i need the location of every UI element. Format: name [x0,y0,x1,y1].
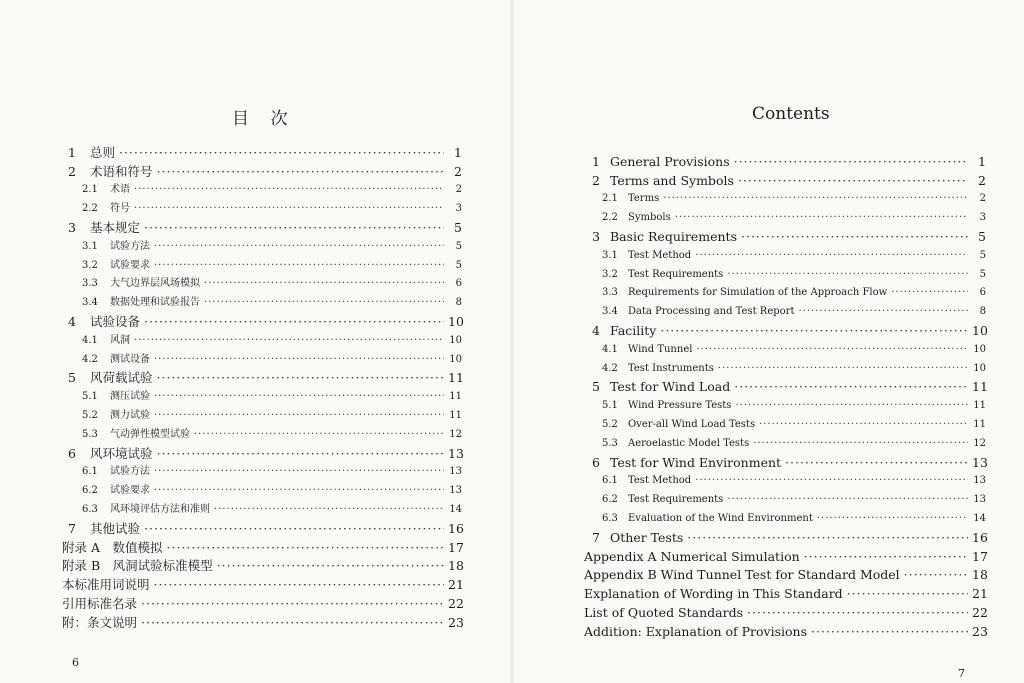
toc-entry-page: 3 [979,212,986,224]
toc-leader-dots [734,153,968,171]
toc-entry [584,171,986,190]
toc-entry [62,406,462,425]
toc-leader-dots [134,181,444,199]
toc-entry-number: 4.1 [82,334,98,346]
toc-entry-number: 3 [592,228,600,244]
toc-entry-page: 11 [973,400,986,412]
toc-entry-number: 3.3 [602,287,618,299]
toc-entry-page: 13 [973,475,986,487]
toc-entry-page: 2 [979,193,986,205]
toc-entry [584,265,986,284]
toc-entry-title: Addition: Explanation of Provisions [584,623,808,639]
toc-entry [62,237,462,256]
toc-leader-dots [154,576,444,594]
toc-entry-number: 6 [68,445,76,461]
toc-leader-dots [817,510,968,528]
toc-entry-number: 3.2 [82,259,98,271]
toc-entry-title: 测力试验 [110,409,150,421]
toc-entry-number: 4.1 [602,343,618,355]
toc-entry-number: 3.4 [82,297,98,309]
toc-entry-page: 1 [978,153,986,169]
toc-leader-dots [675,209,968,227]
toc-entry-title: 测试设备 [110,353,150,365]
toc-entry-page: 11 [972,379,988,395]
toc-entry [62,444,462,463]
toc-entry-page: 23 [972,623,988,639]
toc-entry-number: 2.2 [602,212,618,224]
toc-entry-page: 6 [455,278,462,290]
toc-entry-number: 4.2 [602,362,618,374]
toc-entry-title: 试验要求 [110,485,150,497]
toc-leader-dots [735,397,968,415]
toc-entry-title: 术语 [110,184,130,196]
toc-leader-dots [214,501,444,519]
toc-entry-title: General Provisions [610,153,730,169]
toc-entry [584,302,986,321]
toc-entry-title: Appendix B Wind Tunnel Test for Standard Model [584,567,900,583]
toc-leader-dots [753,435,968,453]
toc-entry [584,509,986,528]
toc-entry-title: Test Method [628,475,692,487]
toc-entry-page: 13 [973,494,986,506]
toc-entry-title: Wind Pressure Tests [628,400,732,412]
toc-entry-title: Test Requirements [628,494,724,506]
toc-entry [62,275,462,294]
toc-entry [584,152,986,171]
toc-entry [62,293,462,312]
toc-entry-title: Evaluation of the Wind Environment [628,512,813,524]
toc-leader-dots [204,294,444,312]
toc-entry [62,181,462,200]
toc-entry-page: 16 [972,529,988,545]
toc-leader-dots [217,557,444,575]
toc-entry-title: 试验要求 [110,259,150,271]
toc-leader-dots [134,332,444,350]
toc-entry [584,584,986,603]
toc-entry [584,566,986,585]
toc-entry-page: 8 [455,297,462,309]
page-number-right: 7 [958,667,965,680]
toc-entry-title: 风荷载试验 [90,370,153,386]
toc-entry-page: 21 [448,577,464,593]
toc-entry-title: Data Processing and Test Report [628,306,795,318]
toc-entry-title: Test Method [628,249,692,261]
toc-entry-number: 5.1 [602,400,618,412]
toc-entry-number: 6.3 [602,512,618,524]
toc-leader-dots [727,491,968,509]
toc-entry-page: 14 [449,503,462,515]
toc-entry-number: 3.1 [82,240,98,252]
toc-leader-dots [738,172,968,190]
toc-entry-number: 3.2 [602,268,618,280]
toc-entry [584,396,986,415]
toc-entry [584,547,986,566]
toc-entry-number: 1 [68,144,76,160]
toc-entry [584,321,986,340]
toc-leader-dots [695,247,968,265]
toc-entry-page: 12 [973,437,986,449]
toc-entry-number: 4 [68,313,76,329]
toc-leader-dots [798,303,968,321]
toc-entry-number: 3.4 [602,306,618,318]
toc-entry-page: 10 [973,343,986,355]
toc-entry-page: 2 [454,163,462,179]
toc-leader-dots [785,454,968,472]
toc-leader-dots [759,416,968,434]
toc-entry-number: 6.1 [602,475,618,487]
toc-leader-dots [144,313,444,331]
toc-entry-page: 17 [972,548,988,564]
toc-entry-number: 1 [592,153,600,169]
toc-entry-page: 17 [448,539,464,555]
toc-entry [584,246,986,265]
toc-leader-dots [167,539,444,557]
toc-entry [62,538,462,557]
toc-entry-title: 符号 [110,203,130,215]
toc-entry-number: 3.1 [602,249,618,261]
toc-entry [62,369,462,388]
toc-entry-page: 12 [449,428,462,440]
toc-entry [584,190,986,209]
toc-entry-title: 附录 A 数值模拟 [62,539,163,555]
toc-entry-page: 18 [448,558,464,574]
toc-entry-title: Test for Wind Load [610,379,731,395]
toc-entry-page: 10 [449,353,462,365]
toc-leader-dots [194,426,444,444]
page-title-english: Contents [752,104,830,124]
toc-entry-page: 3 [455,203,462,215]
toc-leader-dots [157,445,444,463]
toc-entry-page: 10 [449,334,462,346]
toc-leader-dots [204,275,444,293]
toc-entry-title: 引用标准名录 [62,595,138,611]
toc-entry [62,557,462,576]
toc-entry-title: 风环境评估方法和准则 [110,503,210,515]
toc-entry-page: 13 [448,445,464,461]
right-page-english-toc [512,0,1024,683]
toc-entry-page: 10 [448,313,464,329]
toc-entry-page: 5 [455,240,462,252]
toc-leader-dots [144,520,444,538]
toc-entry [62,256,462,275]
toc-entry [62,575,462,594]
toc-leader-dots [727,266,968,284]
toc-entry-title: Other Tests [610,529,684,545]
toc-entry-number: 6.3 [82,503,98,515]
toc-entry-number: 5.3 [602,437,618,449]
toc-entry-page: 21 [972,586,988,602]
toc-entry [584,340,986,359]
toc-entry [62,331,462,350]
toc-entry-title: Symbols [628,212,671,224]
toc-entry-page: 8 [979,306,986,318]
toc-entry-title: Over-all Wind Load Tests [628,418,756,430]
toc-entry-title: 大气边界层风场模拟 [110,278,200,290]
toc-entry-title: Test for Wind Environment [610,454,782,470]
toc-entry-title: Terms [628,193,660,205]
toc-entry [584,622,986,641]
toc-entry-number: 5.2 [602,418,618,430]
toc-entry-number: 4 [592,322,600,338]
toc-entry-page: 10 [973,362,986,374]
toc-entry [584,453,986,472]
toc-entry [584,472,986,491]
toc-leader-dots [696,341,968,359]
toc-entry-number: 5.2 [82,409,98,421]
toc-entry-title: Test Requirements [628,268,724,280]
toc-leader-dots [141,595,444,613]
toc-entry-page: 6 [979,287,986,299]
toc-entry-page: 14 [973,512,986,524]
toc-entry-title: Explanation of Wording in This Standard [584,586,843,602]
toc-entry-title: List of Quoted Standards [584,604,743,620]
toc-entry-title: 总则 [90,144,116,160]
toc-leader-dots [141,614,444,632]
toc-entry-page: 1 [454,144,462,160]
toc-entry-title: 本标准用词说明 [62,577,150,593]
toc-entry [62,613,462,632]
toc-entry [584,490,986,509]
toc-leader-dots [695,472,968,490]
toc-entry-page: 2 [455,184,462,196]
toc-entry-page: 16 [448,520,464,536]
page-title-chinese: 目 次 [232,109,288,129]
toc-entry-page: 13 [449,466,462,478]
toc-entry [62,199,462,218]
toc-entry-number: 5 [592,379,600,395]
toc-entry-title: Appendix A Numerical Simulation [584,548,800,564]
toc-entry-title: 测压试验 [110,391,150,403]
toc-entry-page: 10 [972,322,988,338]
toc-entry [584,208,986,227]
toc-entry-number: 2 [68,163,76,179]
toc-entry-page: 5 [455,259,462,271]
toc-entry-number: 7 [592,529,600,545]
toc-entry-title: 附：条文说明 [62,614,138,630]
toc-entry-page: 11 [449,409,462,421]
toc-entry-page: 5 [979,268,986,280]
toc-leader-dots [144,219,444,237]
toc-entry [62,481,462,500]
toc-entry-title: Facility [610,322,657,338]
toc-entry-number: 5.1 [82,391,98,403]
toc-entry-number: 3 [68,219,76,235]
toc-entry-title: 术语和符号 [90,163,153,179]
toc-entry [584,603,986,622]
toc-entry-number: 2.2 [82,203,98,215]
toc-entry [62,218,462,237]
toc-leader-dots [847,585,968,603]
toc-entry-title: 试验方法 [110,240,150,252]
toc-entry [584,359,986,378]
toc-entry [584,227,986,246]
toc-entry-page: 11 [973,418,986,430]
toc-entry-title: Test Instruments [628,362,714,374]
toc-entry-title: 气动弹性模型试验 [110,428,190,440]
toc-entry-title: Terms and Symbols [610,172,734,188]
toc-entry [584,378,986,397]
toc-leader-dots [154,238,444,256]
toc-leader-dots [154,463,444,481]
toc-entry [62,350,462,369]
toc-leader-dots [154,388,444,406]
toc-leader-dots [157,163,444,181]
toc-leader-dots [741,228,968,246]
toc-entry [62,312,462,331]
toc-entry [62,519,462,538]
toc-entry-page: 2 [978,172,986,188]
toc-entry-page: 11 [448,370,464,386]
toc-entry [62,162,462,181]
toc-entry-title: 附录 B 风洞试验标准模型 [62,558,213,574]
toc-entry-page: 22 [448,595,464,611]
toc-entry-page: 11 [449,391,462,403]
toc-entry-title: Basic Requirements [610,228,737,244]
toc-entry [584,284,986,303]
toc-leader-dots [663,190,968,208]
toc-leader-dots [154,407,444,425]
toc-entry-page: 5 [979,249,986,261]
toc-entry-page: 13 [972,454,988,470]
toc-entry-number: 6.1 [82,466,98,478]
toc-leader-dots [134,200,444,218]
toc-entry-number: 6 [592,454,600,470]
toc-entry [584,528,986,547]
toc-leader-dots [157,369,444,387]
toc-entry-title: 试验方法 [110,466,150,478]
toc-entry-number: 5.3 [82,428,98,440]
toc-entry [62,387,462,406]
toc-entry-number: 5 [68,370,76,386]
toc-leader-dots [804,548,968,566]
page-number-left: 6 [72,656,79,669]
toc-entry-number: 2.1 [602,193,618,205]
toc-list-english [584,152,986,641]
toc-leader-dots [154,257,444,275]
toc-leader-dots [811,623,968,641]
toc-entry-page: 22 [972,604,988,620]
toc-entry-title: 试验设备 [90,313,141,329]
toc-leader-dots [687,529,968,547]
toc-entry-number: 4.2 [82,353,98,365]
toc-leader-dots [904,566,968,584]
toc-entry-number: 2.1 [82,184,98,196]
toc-entry [62,500,462,519]
toc-leader-dots [891,284,968,302]
toc-entry-page: 23 [448,614,464,630]
toc-entry-page: 5 [978,228,986,244]
toc-leader-dots [660,322,968,340]
toc-leader-dots [747,604,968,622]
toc-entry-title: Wind Tunnel [628,343,693,355]
toc-leader-dots [718,360,968,378]
toc-entry-title: 数据处理和试验报告 [110,297,200,309]
toc-entry-title: 风环境试验 [90,445,153,461]
toc-entry [584,434,986,453]
toc-entry-page: 18 [972,567,988,583]
toc-leader-dots [119,144,444,162]
toc-entry-page: 13 [449,485,462,497]
toc-entry-title: Aeroelastic Model Tests [628,437,750,449]
toc-entry-number: 6.2 [602,494,618,506]
toc-entry [62,594,462,613]
toc-entry-title: 风洞 [110,334,130,346]
toc-entry [62,143,462,162]
toc-entry-number: 3.3 [82,278,98,290]
toc-entry-title: Requirements for Simulation of the Approach Flow [628,287,888,299]
toc-entry-number: 6.2 [82,485,98,497]
toc-leader-dots [154,482,444,500]
toc-entry-number: 7 [68,520,76,536]
toc-entry [62,463,462,482]
toc-entry [62,425,462,444]
toc-entry-title: 其他试验 [90,520,141,536]
toc-leader-dots [154,351,444,369]
toc-entry [584,415,986,434]
toc-entry-title: 基本规定 [90,219,141,235]
toc-leader-dots [734,378,968,396]
toc-entry-page: 5 [454,219,462,235]
toc-list-chinese [62,143,462,632]
toc-entry-number: 2 [592,172,600,188]
